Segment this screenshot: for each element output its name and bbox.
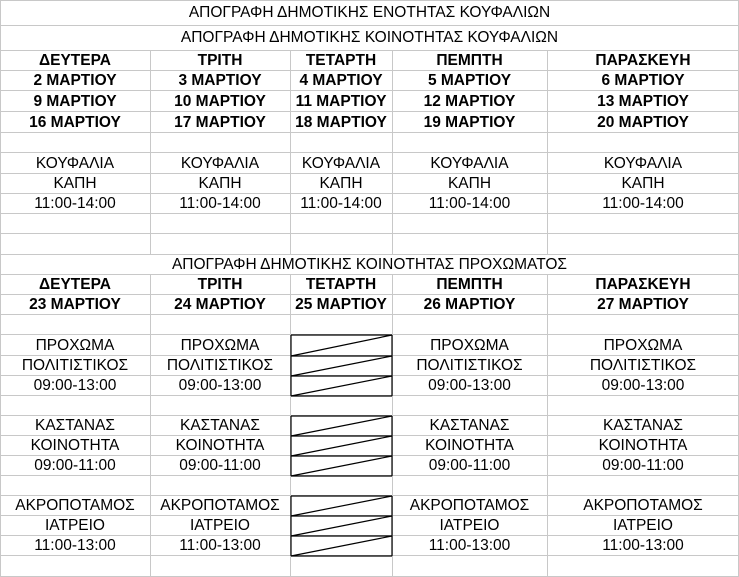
- main-title: ΑΠΟΓΡΑΦΗ ΔΗΜΟΤΙΚΗΣ ΕΝΟΤΗΤΑΣ ΚΟΥΦΑΛΙΩΝ: [188, 3, 551, 21]
- venue-cell: ΚΟΙΝΟΤΗΤΑ: [175, 437, 265, 454]
- block2-place-row: [0, 416, 739, 436]
- hours-cell: 09:00-11:00: [428, 457, 511, 474]
- day-thursday: ΠΕΜΠΤΗ: [436, 275, 503, 293]
- hours-cell: 11:00-14:00: [34, 195, 116, 212]
- koufalia-place-row: [0, 153, 739, 174]
- block3-hours-row: [0, 536, 739, 556]
- date-cell: 5 ΜΑΡΤΙΟΥ: [427, 72, 512, 89]
- hours-cell: 11:00-14:00: [428, 195, 511, 212]
- main-title-row: [0, 1, 739, 24]
- day-tuesday: ΤΡΙΤΗ: [197, 275, 243, 293]
- koufalia-dates-row-3: [0, 112, 739, 133]
- place-cell: ΚΟΥΦΑΛΙΑ: [180, 154, 260, 172]
- place-cell: ΠΡΟΧΩΜΑ: [35, 336, 115, 354]
- hours-cell: 09:00-11:00: [34, 457, 116, 474]
- block1-venue-row: [0, 356, 739, 376]
- date-cell: 13 ΜΑΡΤΙΟΥ: [597, 92, 689, 110]
- venue-cell: ΙΑΤΡΕΙΟ: [44, 517, 105, 534]
- place-cell: ΚΑΣΤΑΝΑΣ: [602, 417, 684, 434]
- venue-cell: ΙΑΤΡΕΙΟ: [189, 517, 250, 534]
- block1-place-row: [0, 335, 739, 356]
- venue-cell: ΚΑΠΗ: [621, 175, 665, 192]
- date-cell: 16 ΜΑΡΤΙΟΥ: [29, 113, 121, 131]
- venue-cell: ΚΟΙΝΟΤΗΤΑ: [30, 437, 120, 454]
- day-thursday: ΠΕΜΠΤΗ: [436, 52, 503, 69]
- place-cell: ΚΟΥΦΑΛΙΑ: [603, 154, 683, 172]
- hours-cell: 09:00-11:00: [602, 457, 684, 474]
- hours-cell: 09:00-13:00: [178, 377, 262, 394]
- place-cell: ΠΡΟΧΩΜΑ: [430, 336, 509, 354]
- hours-cell: 09:00-13:00: [33, 377, 117, 394]
- venue-cell: ΠΟΛΙΤΙΣΤΙΚΟΣ: [416, 357, 523, 374]
- venue-cell: ΚΑΠΗ: [53, 175, 97, 192]
- place-cell: ΠΡΟΧΩΜΑ: [603, 336, 683, 354]
- date-cell: 10 ΜΑΡΤΙΟΥ: [174, 92, 266, 110]
- place-cell: ΑΚΡΟΠΟΤΑΜΟΣ: [15, 497, 135, 514]
- day-tuesday: ΤΡΙΤΗ: [197, 52, 243, 69]
- place-cell: ΑΚΡΟΠΟΤΑΜΟΣ: [583, 497, 703, 514]
- date-cell: 27 ΜΑΡΤΙΟΥ: [597, 296, 689, 313]
- place-cell: ΚΑΣΤΑΝΑΣ: [34, 417, 116, 434]
- venue-cell: ΚΑΠΗ: [198, 175, 242, 192]
- date-cell: 19 ΜΑΡΤΙΟΥ: [423, 113, 516, 131]
- place-cell: ΠΡΟΧΩΜΑ: [180, 336, 260, 354]
- hours-cell: 11:00-13:00: [428, 537, 511, 554]
- hours-cell: 09:00-13:00: [428, 377, 511, 394]
- block3-venue-row: [0, 516, 739, 536]
- date-cell: 25 ΜΑΡΤΙΟΥ: [295, 296, 387, 313]
- koufalia-dates-row-1: [0, 71, 739, 91]
- date-cell: 20 ΜΑΡΤΙΟΥ: [597, 113, 689, 131]
- koufalia-title-row: [0, 26, 739, 50]
- date-cell: 17 ΜΑΡΤΙΟΥ: [174, 113, 266, 131]
- block3-place-row: [0, 496, 739, 516]
- place-cell: ΚΟΥΦΑΛΙΑ: [35, 154, 115, 172]
- place-cell: ΚΟΥΦΑΛΙΑ: [301, 154, 381, 172]
- venue-cell: ΚΑΠΗ: [447, 175, 492, 192]
- koufalia-venue-row: [0, 174, 739, 194]
- date-cell: 24 ΜΑΡΤΙΟΥ: [174, 296, 266, 313]
- date-cell: 2 ΜΑΡΤΙΟΥ: [33, 72, 117, 89]
- date-cell: 3 ΜΑΡΤΙΟΥ: [178, 72, 262, 89]
- date-cell: 9 ΜΑΡΤΙΟΥ: [33, 92, 117, 110]
- koufalia-days-row: [0, 51, 739, 71]
- day-monday: ΔΕΥΤΕΡΑ: [38, 52, 111, 69]
- place-cell: ΚΑΣΤΑΝΑΣ: [179, 417, 261, 434]
- venue-cell: ΙΑΤΡΕΙΟ: [612, 517, 673, 534]
- hours-cell: 11:00-14:00: [300, 195, 382, 212]
- venue-cell: ΙΑΤΡΕΙΟ: [439, 517, 500, 534]
- hours-cell: 11:00-14:00: [179, 195, 261, 212]
- venue-cell: ΚΑΠΗ: [319, 175, 363, 192]
- date-cell: 12 ΜΑΡΤΙΟΥ: [423, 92, 516, 110]
- venue-cell: ΠΟΛΙΤΙΣΤΙΚΟΣ: [589, 357, 697, 374]
- day-friday: ΠΑΡΑΣΚΕΥΗ: [595, 52, 691, 69]
- block2-hours-row: [0, 456, 739, 476]
- date-cell: 18 ΜΑΡΤΙΟΥ: [295, 113, 387, 131]
- day-monday: ΔΕΥΤΕΡΑ: [38, 275, 111, 293]
- venue-cell: ΚΟΙΝΟΤΗΤΑ: [425, 437, 514, 454]
- prochoma-title: ΑΠΟΓΡΑΦΗ ΔΗΜΟΤΙΚΗΣ ΚΟΙΝΟΤΗΤΑΣ ΠΡΟΧΩΜΑΤΟΣ: [171, 256, 568, 273]
- koufalia-title: ΑΠΟΓΡΑΦΗ ΔΗΜΟΤΙΚΗΣ ΚΟΙΝΟΤΗΤΑΣ ΚΟΥΦΑΛΙΩΝ: [180, 29, 559, 46]
- koufalia-hours-row: [0, 194, 739, 214]
- place-cell: ΑΚΡΟΠΟΤΑΜΟΣ: [409, 497, 530, 514]
- koufalia-dates-row-2: [0, 91, 739, 112]
- prochoma-dates-row: [0, 295, 739, 315]
- place-cell: ΚΟΥΦΑΛΙΑ: [430, 154, 509, 172]
- hours-cell: 09:00-13:00: [601, 377, 685, 394]
- place-cell: ΚΑΣΤΑΝΑΣ: [429, 417, 510, 434]
- venue-cell: ΠΟΛΙΤΙΣΤΙΚΟΣ: [166, 357, 274, 374]
- venue-cell: ΚΟΙΝΟΤΗΤΑ: [598, 437, 688, 454]
- day-friday: ΠΑΡΑΣΚΕΥΗ: [595, 275, 691, 293]
- prochoma-title-row: [0, 255, 739, 275]
- venue-cell: ΠΟΛΙΤΙΣΤΙΚΟΣ: [21, 357, 129, 374]
- day-wednesday: ΤΕΤΑΡΤΗ: [305, 52, 377, 69]
- hours-cell: 11:00-13:00: [179, 537, 261, 554]
- prochoma-days-row: [0, 274, 739, 295]
- date-cell: 4 ΜΑΡΤΙΟΥ: [299, 72, 383, 89]
- block1-hours-row: [0, 376, 739, 396]
- place-cell: ΑΚΡΟΠΟΤΑΜΟΣ: [160, 497, 280, 514]
- date-cell: 23 ΜΑΡΤΙΟΥ: [29, 296, 121, 313]
- hours-cell: 11:00-13:00: [34, 537, 116, 554]
- date-cell: 11 ΜΑΡΤΙΟΥ: [295, 92, 387, 110]
- hours-cell: 11:00-14:00: [602, 195, 684, 212]
- hours-cell: 11:00-13:00: [602, 537, 684, 554]
- hours-cell: 09:00-11:00: [179, 457, 261, 474]
- block2-venue-row: [0, 436, 739, 456]
- date-cell: 26 ΜΑΡΤΙΟΥ: [423, 296, 516, 313]
- date-cell: 6 ΜΑΡΤΙΟΥ: [601, 72, 685, 89]
- day-wednesday: ΤΕΤΑΡΤΗ: [305, 275, 377, 293]
